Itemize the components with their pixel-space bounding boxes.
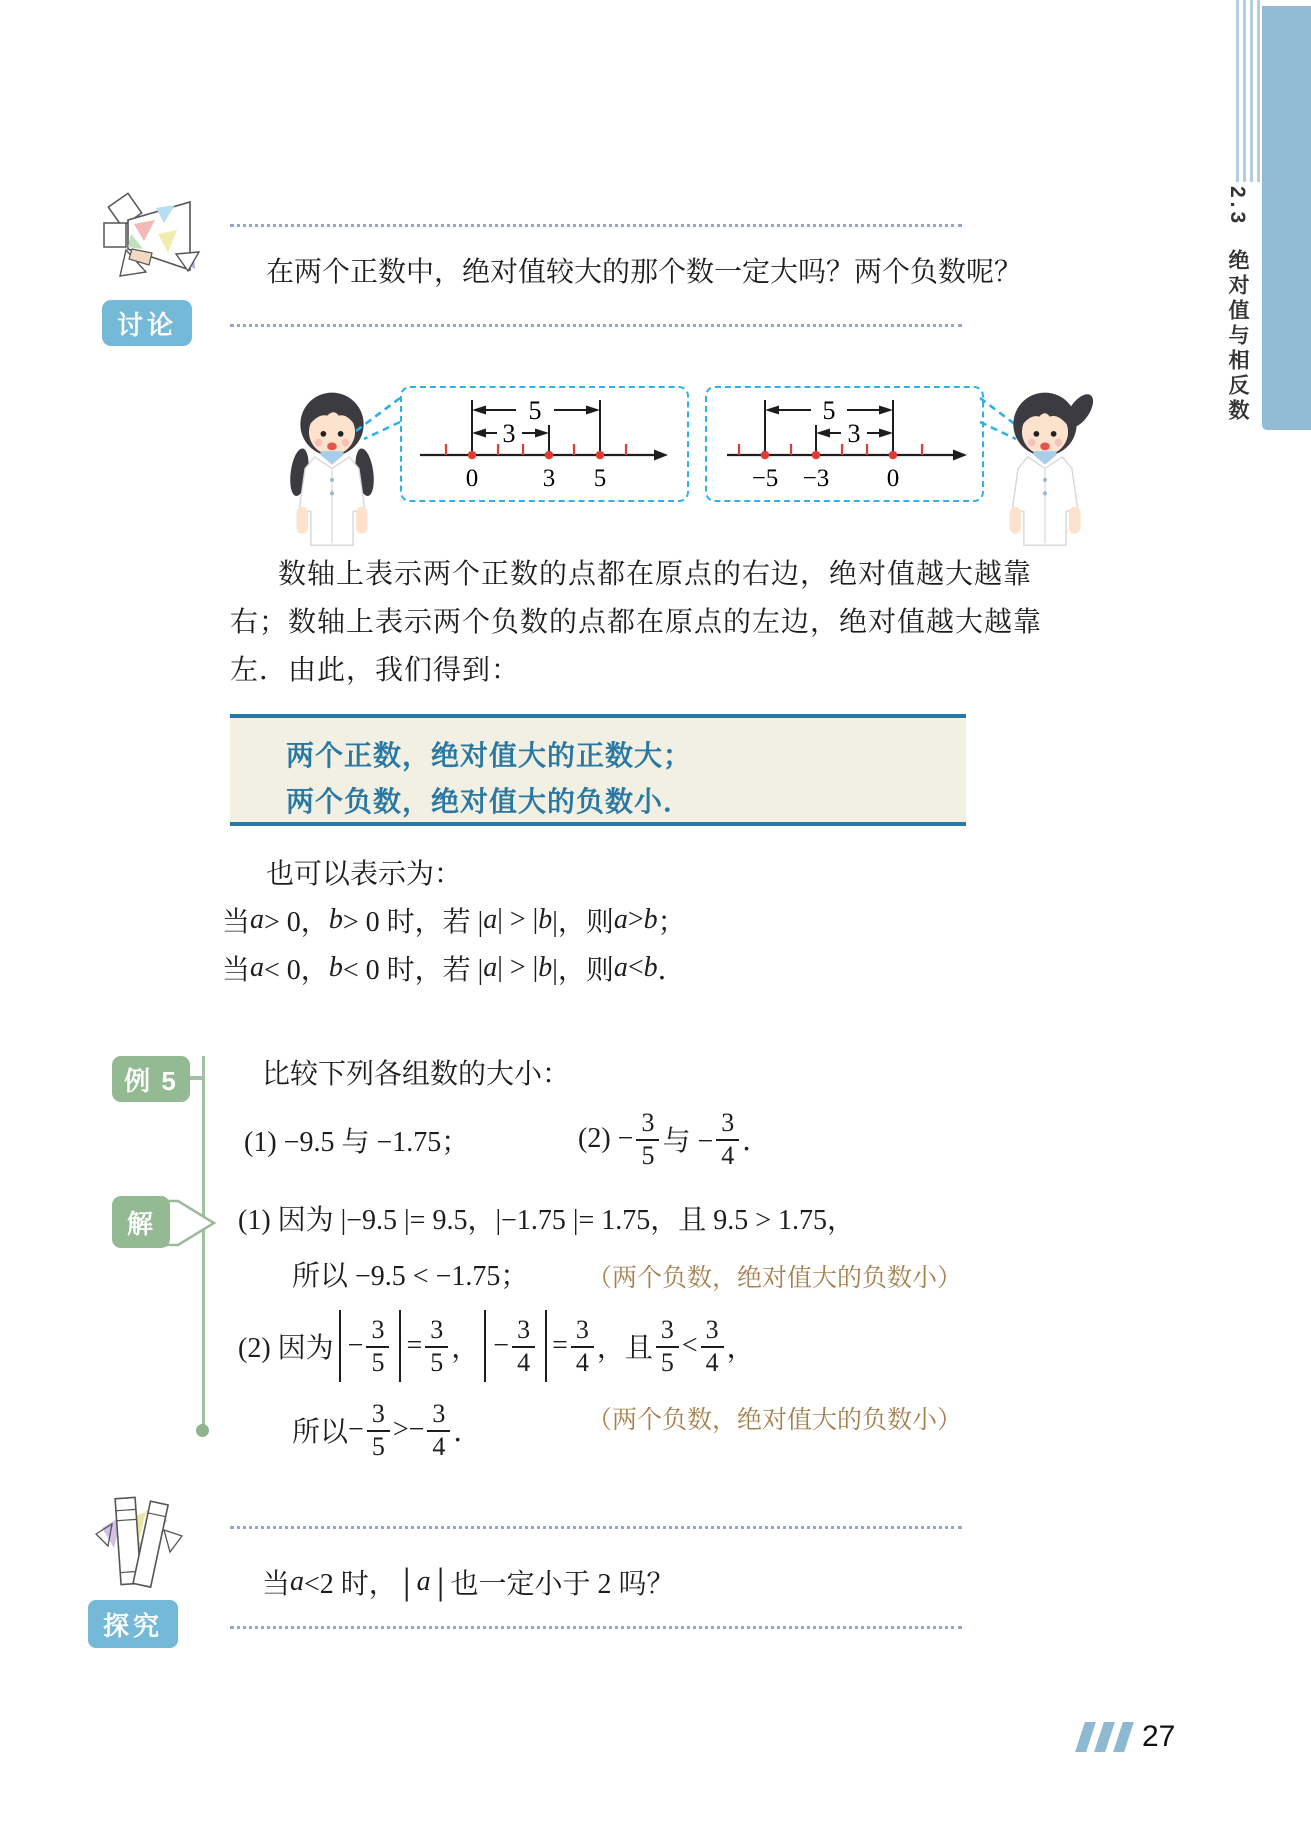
text-fragment: (2) 因为 — [238, 1333, 334, 1364]
fraction-3-5: $\frac{3}{5}$ — [367, 1399, 390, 1462]
rule-box — [230, 714, 966, 826]
comma: ， — [726, 1333, 755, 1364]
sidebar-pinstripe — [1236, 0, 1239, 182]
section-number: 2.3 — [1226, 186, 1249, 228]
text-fragment: 所以 — [292, 1417, 349, 1448]
text-fragment: │也一定小于 2 吗？ — [430, 1569, 675, 1600]
distance-label-5: 5 — [822, 396, 836, 425]
number-line-positive — [402, 388, 687, 500]
divider — [230, 224, 962, 227]
example-badge-connector — [190, 1076, 204, 1080]
var-a: a — [290, 1566, 305, 1597]
example-section-rule-end — [196, 1424, 209, 1437]
speech-bubble-tail-left — [346, 394, 402, 446]
divider — [230, 1626, 962, 1629]
minus-sign: − — [408, 1414, 425, 1445]
rule-line-2: 两个负数，绝对值大的负数小． — [286, 786, 693, 817]
solution-2-line-1 — [238, 1302, 755, 1390]
solution-1-line-2: 所以 −9.5 < −1.75； — [292, 1261, 529, 1292]
text-fragment: < — [627, 952, 644, 983]
sidebar-pinstripe — [1243, 0, 1246, 182]
fraction-3-4: $\frac{3}{4}$ — [427, 1399, 450, 1462]
paragraph-line: 右；数轴上表示两个负数的点都在原点的左边，绝对值越大越靠 — [230, 607, 1043, 638]
tick-label-0: 0 — [465, 465, 479, 492]
sidebar-section-label — [1222, 186, 1252, 436]
tick-label-5: 5 — [593, 465, 607, 492]
divider — [230, 324, 962, 327]
alt-intro: 也可以表示为： — [266, 859, 463, 890]
text-fragment: ． — [657, 955, 686, 986]
text-fragment: < 0， — [264, 955, 329, 986]
statement-line-1 — [222, 900, 686, 940]
var-a: a — [613, 904, 628, 935]
megaphone-icon — [98, 192, 210, 296]
fraction-3-4: $\frac{3}{4}$ — [571, 1315, 594, 1378]
var-b: b — [328, 952, 343, 983]
text-fragment: 与 − — [662, 1126, 714, 1157]
tick-label-0: 0 — [886, 465, 900, 492]
divider — [230, 1526, 962, 1529]
var-b: b — [538, 904, 553, 935]
page-number-decoration — [1113, 1722, 1134, 1752]
sidebar-pinstripe — [1257, 0, 1260, 182]
number-line-negative — [707, 388, 982, 500]
fraction-3-5: $\frac{3}{5}$ — [636, 1108, 659, 1171]
books-icon — [90, 1490, 192, 1600]
student-right-illustration — [995, 384, 1095, 549]
solution-1-line-1: (1) 因为 |−9.5 |= 9.5，|−1.75 |= 1.75，且 9.5 > 1.75， — [238, 1205, 856, 1236]
example-badge: 例 5 — [112, 1056, 190, 1102]
page-number-decoration — [1075, 1722, 1096, 1752]
text-fragment: 当 — [222, 907, 251, 938]
page-number-decoration — [1094, 1722, 1115, 1752]
equals-sign: = — [406, 1330, 423, 1361]
number-line-bubble-negative — [705, 386, 984, 502]
distance-label-3: 3 — [847, 419, 861, 448]
text-fragment: |，则 — [552, 955, 614, 986]
discussion-question: 在两个正数中，绝对值较大的那个数一定大吗？两个负数呢？ — [266, 257, 1023, 288]
text-fragment: ． — [742, 1126, 771, 1157]
fraction-3-5: $\frac{3}{5}$ — [656, 1315, 679, 1378]
text-fragment: > 0， — [264, 907, 329, 938]
minus-sign: − — [348, 1414, 364, 1445]
var-a: a — [483, 904, 498, 935]
comma: ， — [451, 1333, 480, 1364]
fraction-3-4: $\frac{3}{4}$ — [716, 1108, 739, 1171]
distance-label-3: 3 — [502, 419, 516, 448]
sidebar-pinstripe — [1250, 0, 1253, 182]
text-fragment: |，则 — [552, 907, 614, 938]
example-item-2 — [578, 1098, 770, 1180]
var-a: a — [250, 904, 265, 935]
discussion-badge: 讨论 — [102, 300, 192, 346]
example-item-1: (1) −9.5 与 −1.75； — [244, 1127, 470, 1158]
var-b: b — [328, 904, 343, 935]
statement-line-2 — [222, 948, 686, 988]
var-a: a — [613, 952, 628, 983]
solution-badge: 解 — [112, 1196, 170, 1248]
page-number: 27 — [1142, 1720, 1176, 1753]
var-b: b — [538, 952, 553, 983]
text-fragment: | > | — [497, 952, 539, 983]
fraction-3-5: $\frac{3}{5}$ — [425, 1315, 448, 1378]
tick-label-neg5: −5 — [751, 465, 779, 492]
text-fragment: ，且 — [596, 1333, 653, 1364]
text-fragment: 当 — [262, 1569, 291, 1600]
less-than-sign: < — [681, 1330, 698, 1361]
greater-than-sign: > — [392, 1414, 409, 1445]
var-b: b — [643, 952, 658, 983]
example-prompt: 比较下列各组数的大小： — [262, 1059, 571, 1090]
explore-question — [262, 1562, 675, 1602]
explore-badge: 探究 — [88, 1600, 178, 1648]
text-fragment: ； — [657, 907, 686, 938]
text-fragment: 当 — [222, 955, 251, 986]
tick-label-neg3: −3 — [802, 465, 830, 492]
absolute-value-neg-3-4: − $\frac{3}{4}$ — [484, 1310, 547, 1383]
solution-note-1: （两个负数，绝对值大的负数小） — [586, 1265, 962, 1292]
rule-line-1: 两个正数，绝对值大的正数大； — [286, 740, 693, 771]
text-fragment: < 0 时，若 | — [342, 955, 484, 986]
var-a: a — [483, 952, 498, 983]
text-fragment: | > | — [497, 904, 539, 935]
number-line-bubble-positive — [400, 386, 689, 502]
equals-sign: = — [552, 1330, 568, 1361]
solution-note-2: （两个负数，绝对值大的负数小） — [586, 1407, 962, 1434]
var-a: a — [416, 1566, 431, 1597]
sidebar-section-bar — [1262, 6, 1311, 430]
solution-2-line-2 — [292, 1388, 481, 1472]
var-a: a — [250, 952, 265, 983]
fraction-3-4: $\frac{3}{4}$ — [701, 1315, 724, 1378]
period: ． — [453, 1417, 482, 1448]
distance-label-5: 5 — [528, 396, 542, 425]
paragraph-line: 数轴上表示两个正数的点都在原点的右边，绝对值越大越靠 — [278, 559, 1033, 590]
absolute-value-neg-3-5: − $\frac{3}{5}$ — [339, 1310, 402, 1383]
text-fragment: > — [627, 904, 644, 935]
section-title: 绝对值与相反数 — [1226, 249, 1249, 425]
paragraph-line: 左．由此，我们得到： — [230, 655, 521, 686]
text-fragment: (2) − — [578, 1123, 634, 1154]
text-fragment: <2 时，│ — [304, 1569, 417, 1600]
tick-label-3: 3 — [542, 465, 556, 492]
text-fragment: > 0 时，若 | — [342, 907, 484, 938]
var-b: b — [643, 904, 658, 935]
